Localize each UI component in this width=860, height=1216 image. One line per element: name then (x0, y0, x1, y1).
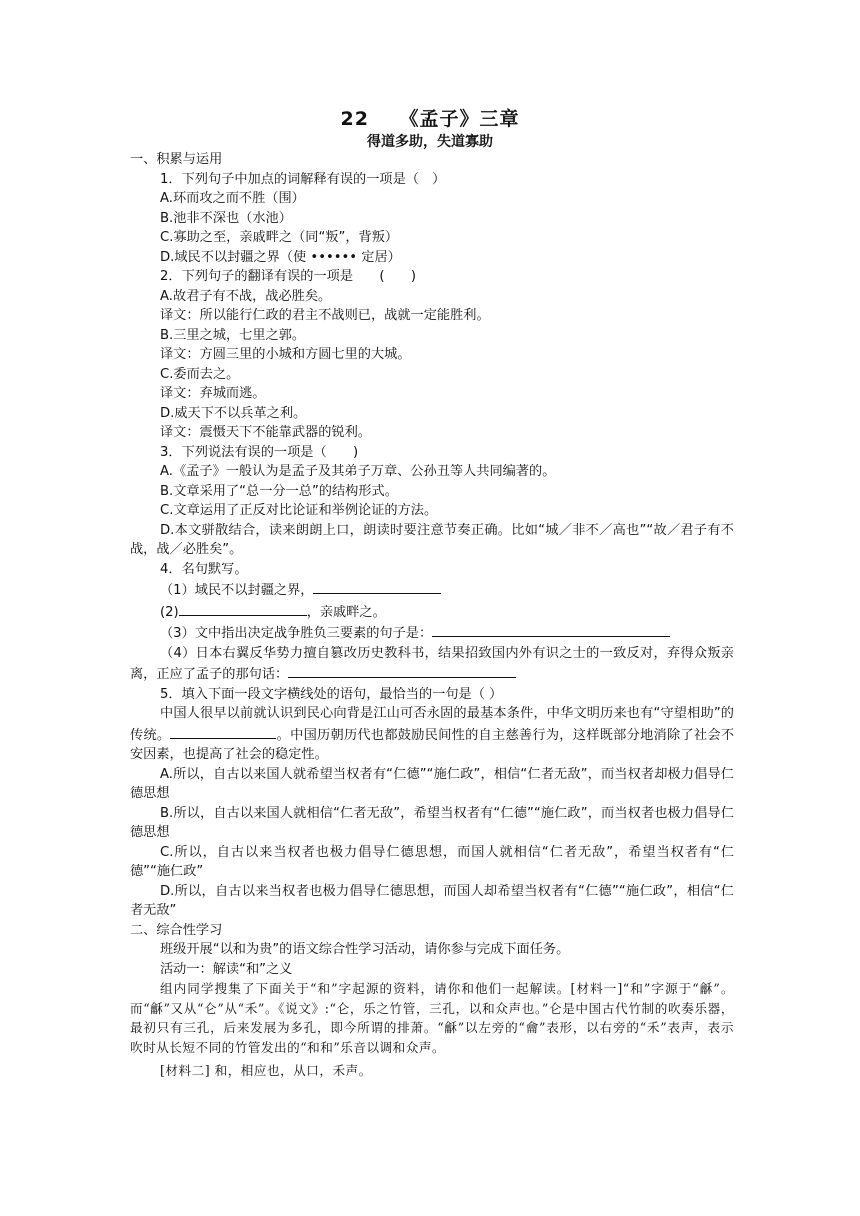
question-2-translation-d: 译文：震慑天下不能靠武器的锐利。 (160, 425, 371, 440)
passage-blank[interactable] (170, 724, 276, 739)
question-1-option-a: A.环而攻之而不胜（围） (160, 191, 305, 206)
answer-blank-2[interactable] (179, 601, 307, 616)
item-2-prefix: (2) (160, 604, 179, 620)
question-5-option-b: B.所以，自古以来国人就相信“仁者无敌”，希望当权者有“仁德”“施仁政”，而当权者也极力倡导仁德思想 (130, 805, 734, 840)
question-1-option-b: B.池非不深也（水池） (160, 210, 292, 226)
question-5-option-c: C.所以，自古以来当权者也极力倡导仁德思想，而国人就相信“仁者无敌”，希望当权者有“仁德”“施仁政” (130, 844, 734, 879)
question-3-option-b: B.文章采用了“总一分一总”的结构形式。 (160, 483, 398, 499)
question-4-item-3 (130, 622, 734, 644)
question-5-stem: 5．填入下面一段文字横线处的语句，最恰当的一句是（ ） (160, 686, 503, 702)
material-1-paragraph: 组内同学搜集了下面关于“和”字起源的资料，请你和他们一起解读。[材料一]“和”字源于“龢”。而“龢”又从“仑”从“禾”。《说文》:“仑，乐之竹管，三孔，以和众声也。”仑是中国古代竹制的吹奏乐器，最初只有三孔，后来发展为多孔，即今所谓的排萧。“龢”以左旁的“龠”表形，以右旁的“禾”表声，表示吹时从长短不同的竹管发出的“和和”乐音以调和众声。 (130, 981, 734, 1055)
answer-blank-3[interactable] (432, 622, 670, 637)
item-2-text: ，亲戚畔之。 (306, 604, 386, 620)
item-3-text: （3）文中指出决定战争胜负三要素的句子是： (160, 626, 433, 641)
activity-1-heading: 活动一：解读“和”之义 (160, 961, 293, 977)
page-subtitle: 得道多助，失道寡助 (367, 134, 493, 150)
question-5-passage (130, 704, 734, 765)
question-2-option-c: C.委而去之。 (160, 366, 240, 382)
question-1-option-d: D.域民不以封疆之界（使 •••••• 定居） (160, 249, 401, 265)
question-5-option-a: A.所以，自古以来国人就希望当权者有“仁德”“施仁政”，相信“仁者无敌”，而当权者却极力倡导仁德思想 (130, 766, 734, 801)
question-2-option-d: D.威天下不以兵革之利。 (160, 405, 307, 421)
item-4-text: （4）日本右翼反华势力擅自篡改历史教科书，结果招致国内外有识之士的一致反对，弃得众叛亲离，正应了孟子的那句话： (130, 645, 734, 682)
question-2-translation-c: 译文：弃城而逃。 (160, 386, 266, 401)
question-4-item-1 (130, 579, 734, 601)
question-3-option-a: A.《孟子》一般认为是孟子及其弟子万章、公孙丑等人共同编著的。 (160, 464, 556, 479)
passage-part-2: 。中国历朝历代也都鼓励民间性的自主慈善行为，这样既部分地消除了社会不安因素，也提高了社会的稳定性。 (130, 727, 735, 762)
material-2-paragraph: [材料二] 和，相应也，从口，禾声。 (160, 1063, 372, 1078)
item-1-text: （1）域民不以封疆之界， (160, 583, 314, 598)
part-2-intro: 班级开展“以和为贵”的语文综合性学习活动，请你参与完成下面任务。 (160, 942, 570, 957)
question-4-item-4 (130, 644, 734, 685)
section-heading-1: 一、积累与运用 (130, 152, 223, 167)
question-2-translation-a: 译文：所以能行仁政的君主不战则已，战就一定能胜利。 (160, 308, 490, 323)
question-2-option-b: B.三里之城，七里之郭。 (160, 327, 306, 343)
question-3-option-d: D.本文骈散结合，读来朗朗上口，朗读时要注意节奏正确。比如“城／非不／高也”“故／君子有不战，战／必胜矣”。 (130, 522, 734, 557)
page-title: 22 《孟子》三章 (340, 108, 520, 130)
question-3-option-c: C.文章运用了正反对比论证和举例论证的方法。 (160, 503, 438, 518)
answer-blank-1[interactable] (313, 579, 441, 594)
question-2-option-a: A.故君子有不战，战必胜矣。 (160, 288, 332, 304)
passage-part-1: 中国人很早以前就认识到民心向背是江山可否永固的最基本条件，中华文明历来也有“守望相助”的传统。 (130, 706, 734, 743)
document-body (130, 150, 734, 1081)
answer-blank-4[interactable] (288, 663, 516, 678)
question-4-stem: 4．名句默写。 (160, 561, 248, 577)
question-5-option-d: D.所以，自古以来当权者也极力倡导仁德思想，而国人却希望当权者有“仁德”“施仁政”，相信“仁者无敌” (130, 883, 734, 918)
section-heading-2: 二、综合性学习 (130, 922, 223, 938)
question-1-stem: 1．下列句子中加点的词解释有误的一项是（ ） (160, 171, 446, 187)
question-3-stem: 3．下列说法有误的一项是（ ) (160, 444, 359, 460)
question-2-stem: 2．下列句子的翻译有误的一项是 ( ) (160, 269, 417, 284)
question-4-item-2 (130, 601, 734, 623)
question-1-option-c: C.寡助之至，亲戚畔之（同“叛”，背叛） (160, 230, 399, 245)
question-2-translation-b: 译文：方圆三里的小城和方圆七里的大城。 (160, 347, 411, 362)
